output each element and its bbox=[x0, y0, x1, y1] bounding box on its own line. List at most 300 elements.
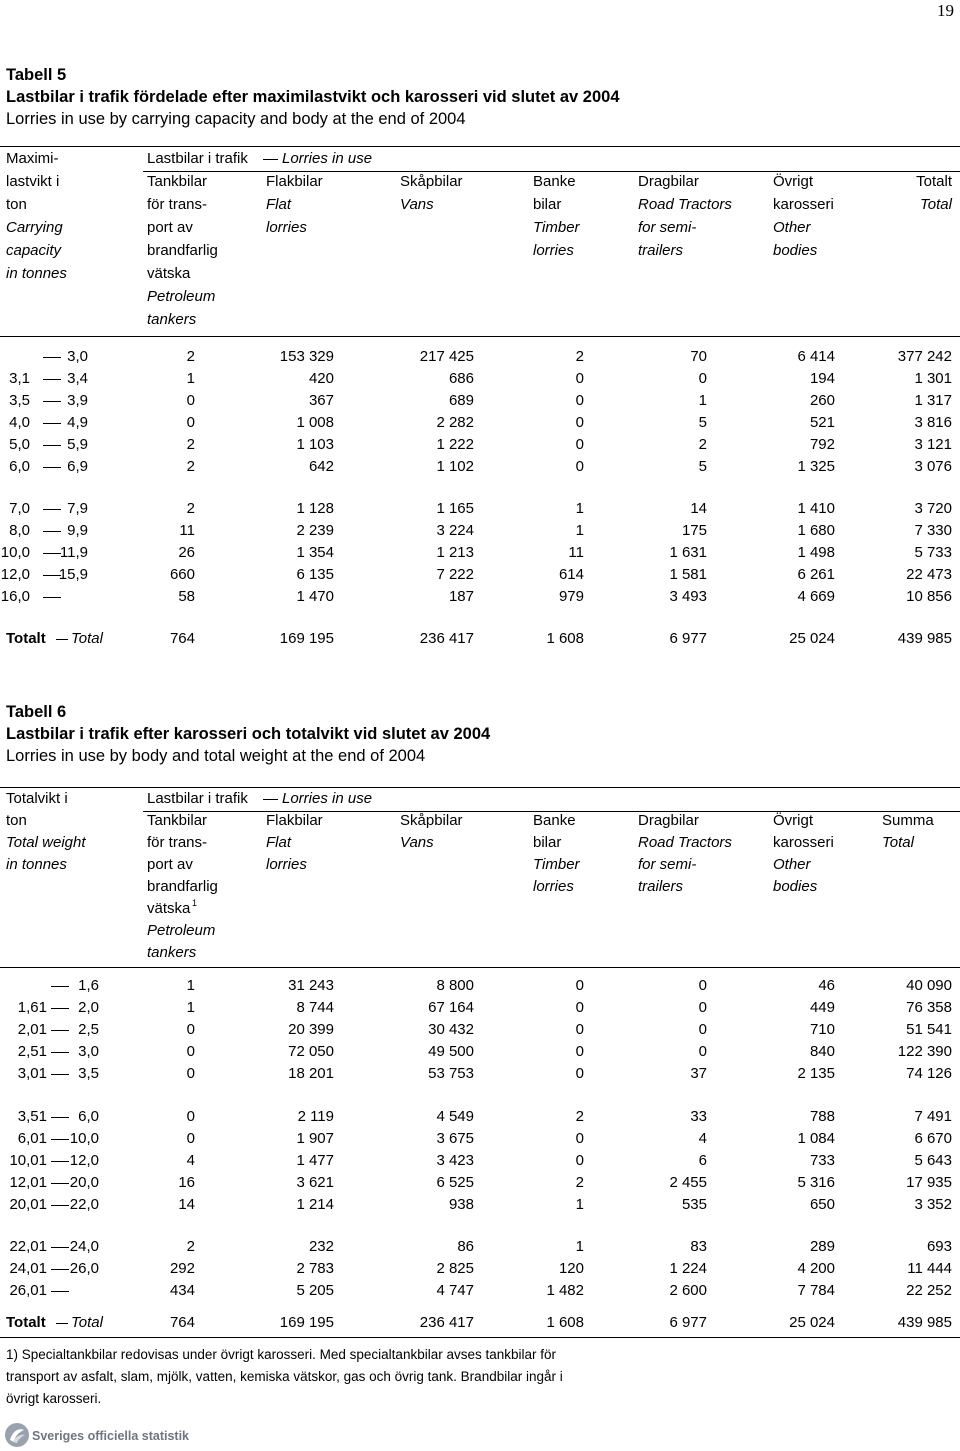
cell-col-1: 1 214 bbox=[296, 1196, 334, 1213]
cell-col-0: 0 bbox=[186, 1130, 195, 1147]
cell-col-5: 260 bbox=[809, 392, 835, 409]
table-bottom-rule bbox=[0, 1337, 960, 1338]
cell-col-5: 4 200 bbox=[797, 1260, 835, 1277]
range-dash bbox=[51, 1291, 69, 1292]
row-range-from: 24,01 bbox=[9, 1260, 47, 1277]
range-dash bbox=[43, 357, 61, 358]
cell-col-5: 650 bbox=[809, 1196, 835, 1213]
total-col-1: 169 195 bbox=[279, 630, 334, 647]
cell-col-1: 31 243 bbox=[288, 977, 334, 994]
range-dash bbox=[51, 1183, 69, 1184]
cell-col-2: 3 423 bbox=[436, 1152, 474, 1169]
col-head-2-line: Skåpbilar bbox=[400, 173, 463, 190]
cell-col-6: 3 121 bbox=[914, 436, 952, 453]
col-head-4-line: trailers bbox=[638, 242, 684, 259]
row-range-to: 11,9 bbox=[59, 544, 88, 561]
cell-col-0: 660 bbox=[169, 566, 195, 583]
cell-col-4: 70 bbox=[690, 348, 707, 365]
col-head-0-line: tankers bbox=[147, 311, 197, 328]
col-head-2-line: Vans bbox=[400, 196, 434, 213]
row-range-from: 26,01 bbox=[9, 1282, 47, 1299]
cell-col-4: 0 bbox=[698, 999, 707, 1016]
total-label-sv: Totalt bbox=[6, 630, 46, 647]
col-head-0-line: tankers bbox=[147, 944, 197, 961]
cell-col-3: 0 bbox=[575, 1065, 584, 1082]
col-head-0-line: vätska bbox=[147, 265, 191, 282]
cell-col-6: 5 643 bbox=[914, 1152, 952, 1169]
stub-head-line: Carrying bbox=[6, 219, 63, 236]
total-label-en: Total bbox=[71, 630, 103, 647]
cell-col-6: 7 491 bbox=[914, 1108, 952, 1125]
cell-col-3: 0 bbox=[575, 1152, 584, 1169]
cell-col-2: 686 bbox=[448, 370, 474, 387]
cell-col-0: 11 bbox=[179, 522, 195, 539]
range-dash bbox=[51, 1030, 69, 1031]
cell-col-4: 0 bbox=[698, 977, 707, 994]
cell-col-6: 11 444 bbox=[907, 1260, 952, 1277]
col-head-6-line: Totalt bbox=[916, 173, 952, 190]
col-head-5-line: karosseri bbox=[773, 196, 834, 213]
cell-col-4: 0 bbox=[698, 370, 707, 387]
sos-logo-icon bbox=[4, 1422, 30, 1448]
cell-col-2: 3 224 bbox=[436, 522, 474, 539]
cell-col-1: 1 470 bbox=[296, 588, 334, 605]
cell-col-5: 46 bbox=[818, 977, 835, 994]
cell-col-6: 76 358 bbox=[906, 999, 952, 1016]
cell-col-2: 8 800 bbox=[436, 977, 474, 994]
row-range-to: 10,0 bbox=[69, 1130, 99, 1147]
cell-col-3: 0 bbox=[575, 436, 584, 453]
total-label-en: Total bbox=[71, 1314, 103, 1331]
cell-col-4: 2 455 bbox=[669, 1174, 707, 1191]
cell-col-0: 1 bbox=[186, 370, 195, 387]
cell-col-3: 614 bbox=[558, 566, 584, 583]
cell-col-4: 6 bbox=[698, 1152, 707, 1169]
col-head-4-line: for semi- bbox=[638, 856, 697, 873]
cell-col-0: 0 bbox=[186, 392, 195, 409]
cell-col-4: 1 bbox=[698, 392, 707, 409]
col-head-4-line: Dragbilar bbox=[638, 173, 699, 190]
cell-col-1: 1 103 bbox=[296, 436, 334, 453]
header-top-rule bbox=[0, 146, 960, 147]
group-heading-sv: Lastbilar i trafik bbox=[147, 150, 248, 167]
cell-col-3: 2 bbox=[575, 1174, 584, 1191]
cell-col-4: 0 bbox=[698, 1021, 707, 1038]
row-range-from: 2,51 bbox=[17, 1043, 47, 1060]
cell-col-3: 2 bbox=[575, 1108, 584, 1125]
cell-col-6: 122 390 bbox=[897, 1043, 952, 1060]
cell-col-3: 11 bbox=[568, 544, 584, 561]
cell-col-3: 0 bbox=[575, 977, 584, 994]
col-head-3-line: bilar bbox=[533, 196, 562, 213]
cell-col-3: 0 bbox=[575, 1021, 584, 1038]
cell-col-4: 4 bbox=[698, 1130, 707, 1147]
row-range-from: 16,0 bbox=[0, 588, 30, 605]
cell-col-1: 1 008 bbox=[296, 414, 334, 431]
cell-col-3: 1 482 bbox=[546, 1282, 584, 1299]
cell-col-5: 5 316 bbox=[797, 1174, 835, 1191]
cell-col-0: 16 bbox=[178, 1174, 195, 1191]
cell-col-2: 1 222 bbox=[436, 436, 474, 453]
cell-col-0: 2 bbox=[186, 1238, 195, 1255]
header-bottom-rule bbox=[0, 967, 960, 968]
cell-col-1: 3 621 bbox=[296, 1174, 334, 1191]
col-head-0-line: brandfarlig bbox=[147, 242, 218, 259]
cell-col-5: 2 135 bbox=[797, 1065, 835, 1082]
group-heading-sv: Lastbilar i trafik bbox=[147, 790, 248, 807]
row-range-to: 3,4 bbox=[67, 370, 88, 387]
range-dash bbox=[51, 1008, 69, 1009]
cell-col-5: 289 bbox=[809, 1238, 835, 1255]
range-dash bbox=[43, 509, 61, 510]
cell-col-4: 37 bbox=[690, 1065, 707, 1082]
range-dash bbox=[263, 159, 278, 160]
col-head-4-line: Road Tractors bbox=[638, 196, 732, 213]
cell-col-3: 1 bbox=[575, 1196, 584, 1213]
cell-col-4: 83 bbox=[690, 1238, 707, 1255]
cell-col-2: 3 675 bbox=[436, 1130, 474, 1147]
col-head-0-line: Tankbilar bbox=[147, 812, 208, 829]
range-dash bbox=[51, 1161, 69, 1162]
header-bottom-rule bbox=[0, 336, 960, 337]
stub-head-line: lastvikt i bbox=[6, 173, 60, 190]
cell-col-0: 2 bbox=[186, 348, 195, 365]
row-range-from: 3,01 bbox=[17, 1065, 47, 1082]
col-head-0-line: för trans- bbox=[147, 196, 208, 213]
stub-head-line: Totalvikt i bbox=[6, 790, 68, 807]
cell-col-0: 0 bbox=[186, 1043, 195, 1060]
col-head-3-line: Banke bbox=[533, 173, 576, 190]
cell-col-4: 535 bbox=[681, 1196, 707, 1213]
logo-text: Sveriges officiella statistik bbox=[32, 1429, 190, 1443]
col-head-5-line: bodies bbox=[773, 878, 818, 895]
col-head-0-line: Petroleum bbox=[147, 922, 216, 939]
cell-col-2: 30 432 bbox=[428, 1021, 474, 1038]
cell-col-3: 0 bbox=[575, 1043, 584, 1060]
cell-col-0: 1 bbox=[186, 977, 195, 994]
table-title-en: Lorries in use by body and total weight at the end of 2004 bbox=[6, 747, 426, 765]
row-range-to: 3,0 bbox=[67, 348, 88, 365]
cell-col-1: 18 201 bbox=[288, 1065, 334, 1082]
row-range-from: 3,51 bbox=[17, 1108, 47, 1125]
cell-col-0: 26 bbox=[178, 544, 195, 561]
cell-col-2: 1 165 bbox=[436, 500, 474, 517]
cell-col-5: 1 498 bbox=[797, 544, 835, 561]
col-head-4-line: Road Tractors bbox=[638, 834, 732, 851]
col-head-3-line: Timber bbox=[533, 219, 580, 236]
cell-col-3: 0 bbox=[575, 1130, 584, 1147]
cell-col-2: 187 bbox=[448, 588, 474, 605]
col-head-1-line: lorries bbox=[266, 856, 307, 873]
stub-head-line: ton bbox=[6, 812, 27, 829]
col-head-2-line: Skåpbilar bbox=[400, 812, 463, 829]
range-dash bbox=[51, 986, 69, 987]
cell-col-4: 0 bbox=[698, 1043, 707, 1060]
cell-col-5: 4 669 bbox=[797, 588, 835, 605]
footnote-line: transport av asfalt, slam, mjölk, vatten, kemiska vätskor, gas och övrig tank. Brandbilar ingår i bbox=[6, 1369, 563, 1384]
total-col-0: 764 bbox=[169, 630, 195, 647]
col-head-3-line: bilar bbox=[533, 834, 562, 851]
range-dash bbox=[51, 1139, 69, 1140]
row-range-to: 2,0 bbox=[78, 999, 99, 1016]
cell-col-6: 5 733 bbox=[914, 544, 952, 561]
col-head-0-line: för trans- bbox=[147, 834, 208, 851]
row-range-from: 4,0 bbox=[9, 414, 30, 431]
row-range-to: 4,9 bbox=[67, 414, 88, 431]
col-head-6-line: Total bbox=[882, 834, 914, 851]
table-label: Tabell 6 bbox=[6, 703, 67, 721]
row-range-from: 22,01 bbox=[9, 1238, 47, 1255]
cell-col-4: 1 581 bbox=[669, 566, 707, 583]
cell-col-2: 217 425 bbox=[419, 348, 474, 365]
cell-col-2: 1 213 bbox=[436, 544, 474, 561]
cell-col-2: 4 549 bbox=[436, 1108, 474, 1125]
cell-col-4: 1 224 bbox=[669, 1260, 707, 1277]
cell-col-6: 693 bbox=[926, 1238, 952, 1255]
col-head-4-line: trailers bbox=[638, 878, 684, 895]
cell-col-1: 1 907 bbox=[296, 1130, 334, 1147]
cell-col-1: 2 119 bbox=[297, 1108, 334, 1125]
row-range-to: 9,9 bbox=[67, 522, 88, 539]
cell-col-6: 3 076 bbox=[914, 458, 952, 475]
row-range-from: 3,5 bbox=[9, 392, 30, 409]
cell-col-4: 5 bbox=[698, 458, 707, 475]
cell-col-0: 14 bbox=[178, 1196, 195, 1213]
range-dash bbox=[51, 1205, 69, 1206]
row-range-from: 2,01 bbox=[17, 1021, 47, 1038]
cell-col-5: 1 325 bbox=[797, 458, 835, 475]
col-head-3-line: lorries bbox=[533, 242, 574, 259]
cell-col-4: 1 631 bbox=[669, 544, 707, 561]
cell-col-3: 2 bbox=[575, 348, 584, 365]
row-range-to: 22,0 bbox=[69, 1196, 99, 1213]
cell-col-6: 22 252 bbox=[906, 1282, 952, 1299]
row-range-to: 12,0 bbox=[69, 1152, 99, 1169]
cell-col-2: 7 222 bbox=[436, 566, 474, 583]
col-head-6-line: Total bbox=[920, 196, 952, 213]
range-dash bbox=[43, 467, 61, 468]
total-col-4: 6 977 bbox=[669, 1314, 707, 1331]
cell-col-3: 1 bbox=[575, 522, 584, 539]
total-col-5: 25 024 bbox=[789, 1314, 835, 1331]
range-dash bbox=[43, 423, 61, 424]
total-col-4: 6 977 bbox=[669, 630, 707, 647]
row-range-to: 26,0 bbox=[69, 1260, 99, 1277]
cell-col-1: 6 135 bbox=[296, 566, 334, 583]
cell-col-5: 6 414 bbox=[797, 348, 835, 365]
cell-col-0: 0 bbox=[186, 1065, 195, 1082]
cell-col-0: 1 bbox=[186, 999, 195, 1016]
col-head-1-line: Flakbilar bbox=[266, 812, 323, 829]
col-head-0-line: Tankbilar bbox=[147, 173, 208, 190]
total-col-6: 439 985 bbox=[897, 630, 952, 647]
col-head-1-line: Flat bbox=[266, 196, 292, 213]
row-range-to: 2,5 bbox=[78, 1021, 99, 1038]
table-title-sv: Lastbilar i trafik efter karosseri och totalvikt vid slutet av 2004 bbox=[6, 725, 491, 743]
col-head-6-line: Summa bbox=[882, 812, 934, 829]
col-head-1-line: Flakbilar bbox=[266, 173, 323, 190]
col-head-1-line: lorries bbox=[266, 219, 307, 236]
cell-col-2: 1 102 bbox=[436, 458, 474, 475]
cell-col-1: 232 bbox=[308, 1238, 334, 1255]
cell-col-1: 20 399 bbox=[288, 1021, 334, 1038]
cell-col-0: 2 bbox=[186, 458, 195, 475]
row-range-from: 6,01 bbox=[17, 1130, 47, 1147]
cell-col-4: 3 493 bbox=[669, 588, 707, 605]
cell-col-0: 4 bbox=[186, 1152, 195, 1169]
col-head-5-line: bodies bbox=[773, 242, 818, 259]
row-range-to: 3,5 bbox=[78, 1065, 99, 1082]
table-title-en: Lorries in use by carrying capacity and body at the end of 2004 bbox=[6, 110, 466, 128]
cell-col-2: 938 bbox=[448, 1196, 474, 1213]
row-range-to: 7,9 bbox=[67, 500, 88, 517]
cell-col-5: 449 bbox=[809, 999, 835, 1016]
row-range-from: 12,01 bbox=[9, 1174, 47, 1191]
col-head-5-line: karosseri bbox=[773, 834, 834, 851]
range-dash bbox=[263, 799, 278, 800]
cell-col-0: 0 bbox=[186, 1021, 195, 1038]
range-dash bbox=[43, 553, 61, 554]
cell-col-5: 840 bbox=[809, 1043, 835, 1060]
header-top-rule bbox=[0, 787, 960, 788]
col-head-3-line: Banke bbox=[533, 812, 576, 829]
cell-col-1: 1 128 bbox=[296, 500, 334, 517]
row-range-to: 15,9 bbox=[58, 566, 88, 583]
row-range-from: 7,0 bbox=[9, 500, 30, 517]
cell-col-6: 3 352 bbox=[914, 1196, 952, 1213]
row-range-to: 5,9 bbox=[67, 436, 88, 453]
cell-col-1: 367 bbox=[308, 392, 334, 409]
cell-col-5: 1 084 bbox=[797, 1130, 835, 1147]
cell-col-2: 689 bbox=[448, 392, 474, 409]
cell-col-0: 2 bbox=[186, 436, 195, 453]
cell-col-4: 14 bbox=[690, 500, 707, 517]
stub-head-line: ton bbox=[6, 196, 27, 213]
col-head-0-line: Petroleum bbox=[147, 288, 216, 305]
cell-col-3: 0 bbox=[575, 392, 584, 409]
total-col-1: 169 195 bbox=[279, 1314, 334, 1331]
cell-col-3: 1 bbox=[575, 500, 584, 517]
range-dash bbox=[43, 597, 61, 598]
cell-col-6: 17 935 bbox=[906, 1174, 952, 1191]
total-col-5: 25 024 bbox=[789, 630, 835, 647]
col-head-1-line: Flat bbox=[266, 834, 292, 851]
cell-col-1: 642 bbox=[308, 458, 334, 475]
cell-col-0: 292 bbox=[169, 1260, 195, 1277]
cell-col-4: 33 bbox=[690, 1108, 707, 1125]
range-dash bbox=[51, 1269, 69, 1270]
cell-col-5: 194 bbox=[809, 370, 835, 387]
cell-col-3: 0 bbox=[575, 999, 584, 1016]
col-head-5-line: Other bbox=[773, 856, 811, 873]
range-dash bbox=[43, 401, 61, 402]
cell-col-4: 2 bbox=[698, 436, 707, 453]
cell-col-6: 22 473 bbox=[906, 566, 952, 583]
cell-col-1: 420 bbox=[308, 370, 334, 387]
cell-col-1: 1 477 bbox=[296, 1152, 334, 1169]
cell-col-3: 1 bbox=[575, 1238, 584, 1255]
group-heading-rule bbox=[143, 171, 960, 172]
row-range-to: 24,0 bbox=[69, 1238, 99, 1255]
cell-col-6: 1 301 bbox=[914, 370, 952, 387]
cell-col-2: 4 747 bbox=[436, 1282, 474, 1299]
total-col-2: 236 417 bbox=[419, 1314, 474, 1331]
col-head-4-line: for semi- bbox=[638, 219, 697, 236]
range-dash bbox=[43, 531, 61, 532]
col-head-0-line: port av bbox=[147, 856, 193, 873]
row-range-from: 6,0 bbox=[9, 458, 30, 475]
cell-col-0: 2 bbox=[186, 500, 195, 517]
stub-head-line: Maximi- bbox=[6, 150, 59, 167]
cell-col-3: 0 bbox=[575, 414, 584, 431]
cell-col-6: 3 720 bbox=[914, 500, 952, 517]
row-range-from: 8,0 bbox=[9, 522, 30, 539]
total-col-3: 1 608 bbox=[546, 1314, 584, 1331]
cell-col-6: 10 856 bbox=[906, 588, 952, 605]
col-head-0-line: brandfarlig bbox=[147, 878, 218, 895]
range-dash bbox=[43, 445, 61, 446]
row-range-to: 20,0 bbox=[69, 1174, 99, 1191]
total-col-3: 1 608 bbox=[546, 630, 584, 647]
col-head-5-line: Other bbox=[773, 219, 811, 236]
cell-col-5: 788 bbox=[809, 1108, 835, 1125]
cell-col-5: 1 680 bbox=[797, 522, 835, 539]
stub-head-line: capacity bbox=[6, 242, 62, 259]
cell-col-6: 377 242 bbox=[897, 348, 952, 365]
cell-col-2: 2 282 bbox=[436, 414, 474, 431]
cell-col-6: 74 126 bbox=[906, 1065, 952, 1082]
total-col-2: 236 417 bbox=[419, 630, 474, 647]
col-head-2-line: Vans bbox=[400, 834, 434, 851]
page-number: 19 bbox=[937, 1, 954, 20]
cell-col-5: 792 bbox=[809, 436, 835, 453]
footnote-line: övrigt karosseri. bbox=[6, 1391, 102, 1406]
range-dash bbox=[56, 1323, 68, 1324]
row-range-from: 20,01 bbox=[9, 1196, 47, 1213]
row-range-to: 6,9 bbox=[67, 458, 88, 475]
cell-col-4: 2 600 bbox=[669, 1282, 707, 1299]
table-title-sv: Lastbilar i trafik fördelade efter maximilastvikt och karosseri vid slutet av 2004 bbox=[6, 88, 620, 106]
range-dash bbox=[51, 1074, 69, 1075]
row-range-from: 10,0 bbox=[0, 544, 30, 561]
range-dash bbox=[43, 379, 61, 380]
col-head-0-line: vätska bbox=[147, 900, 191, 917]
footnote-ref: 1 bbox=[192, 898, 198, 908]
cell-col-1: 72 050 bbox=[288, 1043, 334, 1060]
cell-col-4: 5 bbox=[698, 414, 707, 431]
table-label: Tabell 5 bbox=[6, 66, 67, 84]
cell-col-1: 2 239 bbox=[296, 522, 334, 539]
row-range-from: 10,01 bbox=[9, 1152, 47, 1169]
cell-col-0: 434 bbox=[169, 1282, 195, 1299]
cell-col-1: 1 354 bbox=[296, 544, 334, 561]
footnote-line: 1) Specialtankbilar redovisas under övrigt karosseri. Med specialtankbilar avses tankbilar för bbox=[6, 1347, 557, 1362]
col-head-5-line: Övrigt bbox=[773, 173, 814, 190]
row-range-to: 6,0 bbox=[78, 1108, 99, 1125]
cell-col-2: 67 164 bbox=[428, 999, 474, 1016]
col-head-0-line: port av bbox=[147, 219, 193, 236]
total-col-0: 764 bbox=[169, 1314, 195, 1331]
row-range-to: 1,6 bbox=[78, 977, 99, 994]
cell-col-1: 153 329 bbox=[279, 348, 334, 365]
range-dash bbox=[56, 639, 68, 640]
cell-col-5: 6 261 bbox=[797, 566, 835, 583]
cell-col-5: 521 bbox=[809, 414, 835, 431]
row-range-from: 1,61 bbox=[17, 999, 47, 1016]
range-dash bbox=[51, 1247, 69, 1248]
row-range-to: 3,0 bbox=[78, 1043, 99, 1060]
cell-col-1: 2 783 bbox=[296, 1260, 334, 1277]
